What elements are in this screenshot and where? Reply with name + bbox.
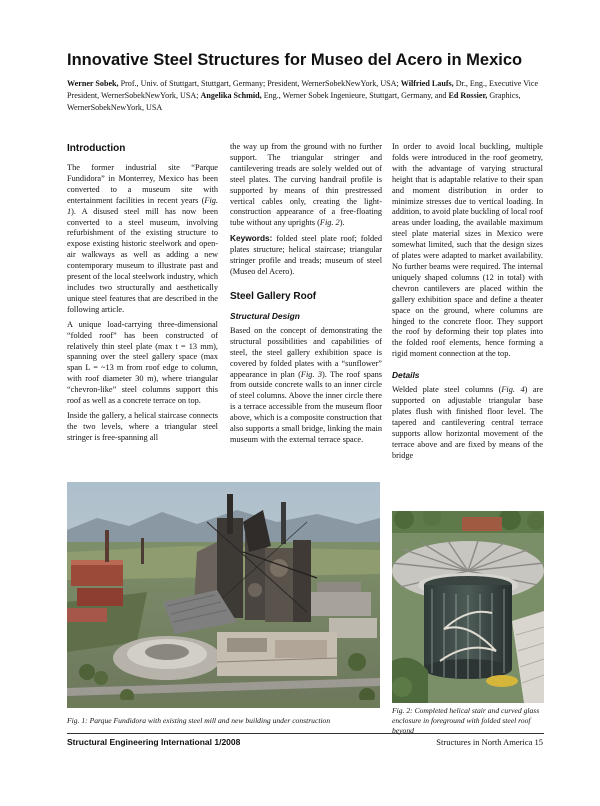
figure-2-photo [392,511,544,703]
paragraph: Based on the concept of demonstrating the structural possibilities and capabilities of steel, the steel gallery exhibition space is covered by folded plates with a “sunflower” appearance in plan (Fig. 3). The roof spans from outside concrete walls to an inner circle of steel columns. Above the inner circle there is a terrace accessible from the museum floor above, which is a composite construction that also supports a small bridge, linking the main museum with the external terrace space. [230,325,382,444]
paragraph: Welded plate steel columns (Fig. 4) are supported on adjustable triangular base plates flush with finished floor level. The tapered and cantilevering central terrace supports allow horizontal movement of the terrace above and are fixed by means of the bridge [392,385,544,460]
paragraph: The former industrial site “Parque Fundidora” in Monterrey, Mexico has been converted to a museum site with entertainment facilities in recent years (Fig. 1). A disused steel mill has now been converted to a steel museum, involving refurbishment of the existing structure to expose existing historic steelwork and open-air walkways as well as adding a new contemporary museum to illustrate past and present of the local steelwork industry, which includes two structurally and aesthetically unique steel features that are described in the following article. [67,163,218,314]
paragraph: A unique load-carrying three-dimensional “folded roof” has been constructed of relatively thin steel plate (max t = 13 mm), spanning over the steel gallery space (max span L = ~13 m from roof edge to column, with roof diameter 30 m), where triangular “chevron-like” steel columns support this roof as well as a concrete terrace on top. [67,319,218,406]
figure-1-caption: Fig. 1: Parque Fundidora with existing steel mill and new building under construction [67,716,331,725]
steel-mill-aerial-illustration [67,482,380,708]
helical-stair-glass-illustration [392,511,544,703]
author-affiliation: Eng., Werner Sobek Ingenieure, Stuttgart, Germany, and [261,91,449,100]
section-heading-introduction: Introduction [67,143,126,154]
author-affiliation: Dr., Eng., Executive Vice President, WernerSobekNewYork, USA; [67,79,539,100]
author-name: Wilfried Laufs, [400,79,454,88]
author-affiliation: Graphics, WernerSobekNewYork, USA [67,91,521,112]
author-list [67,78,543,114]
figure-reference: Fig. 2 [319,218,340,228]
figure-1-aerial-photo [67,482,380,708]
subsection-heading-details: Details [392,370,420,381]
author-name: Werner Sobek, [67,79,119,88]
figure-reference: Fig. 3 [300,369,323,379]
section-heading-steel-gallery-roof: Steel Gallery Roof [230,290,317,302]
paragraph: Inside the gallery, a helical staircase connects the two levels, where a triangular steel stringer is free-spanning all [67,410,218,442]
author-affiliation: Prof., Univ. of Stuttgart, Stuttgart, Germany; President, WernerSobekNewYork, USA; [118,79,401,88]
article-title: Innovative Steel Structures for Museo del Acero in Mexico [67,51,523,69]
subsection-heading-structural-design: Structural Design [230,310,300,321]
footer-divider [67,733,544,734]
keywords-label: Keywords: [230,233,273,244]
text-column-3 [392,142,543,465]
text-column-1 [67,142,218,448]
figure-reference: Fig. 1 [67,195,218,216]
paragraph: the way up from the ground with no further support. The triangular stringer and cantilevering treads are solely welded out of steel plates. The curving handrail profile is supported by means of thin prestressed vertical cables only, creating the light-construction appearance of a free-floating tube without any uprights (Fig. 2). [230,142,382,228]
figure-reference: Fig. 4 [501,385,525,395]
keywords: Keywords: folded steel plate roof; folded plates structure; helical staircase; triangular stringer profile and treads; museum of steel (Museo del Acero). [230,233,382,276]
text-column-2 [230,142,382,450]
journal-name-footer: Structural Engineering International 1/2008 [67,737,241,747]
author-name: Angelika Schmid, [200,91,262,100]
section-and-page-number: Structures in North America 15 [436,737,543,747]
paragraph: In order to avoid local buckling, multiple folds were introduced in the roof geometry, with the advantage of varying structural height that is adaptable relative to their span and moment distribution in order to minimize stresses due to vertical loading. In addition, to avoid plate buckling of local roof areas under loading, the available maximum steel plate material sizes in Mexico were somewhat limited, such that the design sizes of plates were adapted to market availability. No further beams were required. The internal uniquely shaped columns (12 in total) with chevron cantilevers are placed within the gallery exhibition space and define a theater space on the ground, where columns are hinged to the concrete floor. They support the roof by deforming their top plates into the folded roof elements, hence forming a rigid moment connection at the top. [392,142,543,359]
figure-2-caption: Fig. 2: Completed helical stair and curved glass enclosure in foreground with folded steel roof beyond [392,706,540,735]
author-name: Ed Rossier, [448,91,488,100]
